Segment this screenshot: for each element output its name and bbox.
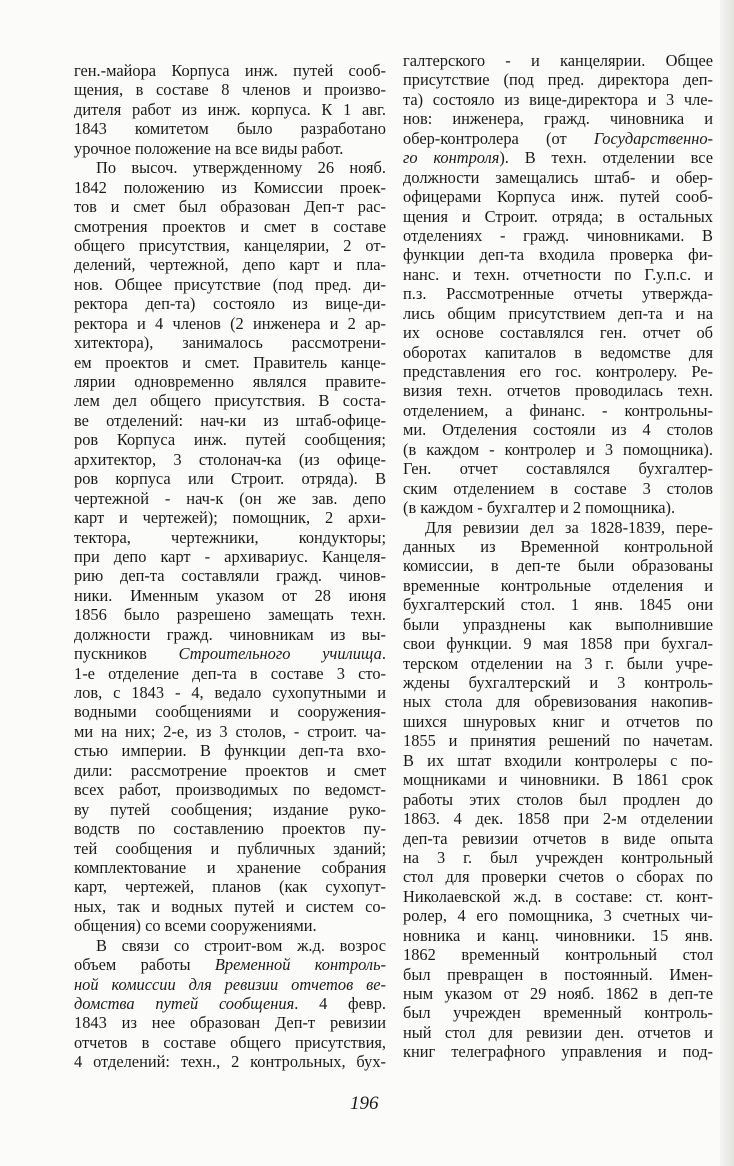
text-line: 1856 было разрешено замещать техн. <box>74 605 386 625</box>
left-text-column <box>74 61 386 1072</box>
text-line: (в каждом - контролер и 3 помощника). <box>403 439 713 459</box>
text-line: делений, чертежной, депо карт и пла- <box>74 255 386 275</box>
text-line: временные контрольные отделения и <box>403 575 713 595</box>
text-line: ем проектов и смет. Правитель канце- <box>74 352 386 372</box>
text-line: ники. Именным указом от 28 июня <box>74 585 386 605</box>
text-line: карт, чертежей, планов (как сухопут- <box>74 877 386 897</box>
text-line: ми на них; 2-е, из 3 столов, - строит. ча- <box>74 721 386 741</box>
text-line: был превращен в постоянный. Имен- <box>403 964 713 984</box>
text-line: лов, с 1843 - 4, ведало сухопутными и <box>74 683 386 702</box>
text-line: 1863. 4 дек. 1858 при 2-м отделении <box>403 809 713 829</box>
text-line: ных, так и водных путей и систем со- <box>74 896 386 916</box>
text-line: должности замещались штаб- и обер- <box>403 167 713 187</box>
text-line: работы этих столов был продлен до <box>403 789 713 809</box>
text-line: ве отделений: нач-ки из штаб-офице- <box>74 410 386 430</box>
text-line: 1843 комитетом было разработано <box>74 119 386 139</box>
text-line: В их штат входили контролеры с по- <box>403 750 713 770</box>
text-line: 1862 временный контрольный стол <box>403 945 713 965</box>
text-line: ров Корпуса инж. путей сообщения; <box>74 430 386 450</box>
text-line: щения, в составе 8 членов и произво- <box>74 80 386 100</box>
text-line: комплектование и хранение собрания <box>74 857 386 877</box>
text-line: ми. Отделения состояли из 4 столов <box>403 420 713 440</box>
text-line: галтерского - и канцелярии. Общее <box>403 51 713 70</box>
text-line: Для ревизии дел за 1828-1839, пере- <box>425 517 713 537</box>
italic-title: ной комиссии для ревизии отчетов ве- <box>74 974 386 994</box>
text-line: отделением, а финанс. - контрольны- <box>403 400 713 420</box>
text-line: водными сообщениями и сооружения- <box>74 702 386 722</box>
text-line: рию деп-та составляли гражд. чинов- <box>74 566 386 586</box>
page-edge-shadow <box>720 0 734 1166</box>
text-line: Николаевской ж.д. в составе: ст. конт- <box>403 886 713 906</box>
text-line: чертежной - нач-к (он же зав. депо <box>74 488 386 508</box>
text-line: новника и канц. чиновники. 15 янв. <box>403 925 713 945</box>
page-number: 196 <box>350 1093 379 1114</box>
text-line: шихся шнуровых книг и отчетов по <box>403 711 713 731</box>
text-line: при депо карт - архивариус. Канцеля- <box>74 546 386 566</box>
text-line: пускников Строительного училища. <box>74 644 386 664</box>
text-line: должности гражд. чиновникам из вы- <box>74 624 386 644</box>
italic-title: Строительного училища <box>178 644 382 664</box>
text-line <box>74 975 386 994</box>
text-line: ный стол для ревизии ден. отчетов и <box>403 1022 713 1042</box>
text-line: дителя работ из инж. корпуса. К 1 авг. <box>74 99 386 119</box>
text-line: 1842 положению из Комиссии проек- <box>74 177 386 197</box>
text-line: нов. Общее присутствие (под пред. ди- <box>74 274 386 294</box>
text-line: 1855 и принятия решений по начетам. <box>403 731 713 751</box>
text-line: 1-е отделение деп-та в составе 3 сто- <box>74 663 386 683</box>
text-line: лись общим присутствием деп-та и на <box>403 303 713 323</box>
text-line: объем работы Временной контроль- <box>74 955 386 975</box>
text-line: щения и Строит. отряда; в остальных <box>403 206 713 226</box>
text-line: смотрения проектов и смет в составе <box>74 216 386 236</box>
text-line: присутствие (под пред. директора деп- <box>403 70 713 90</box>
text-line: оборотах капиталов в ведомстве для <box>403 342 713 362</box>
text-line: ров корпуса или Строит. отряда). В <box>74 469 386 489</box>
text-line: стол для проверки счетов о сборах по <box>403 867 713 887</box>
text-line: ных стола для обревизования накопив- <box>403 692 713 712</box>
text-line: тектора, чертежники, кондукторы; <box>74 527 386 547</box>
text-line: свои функции. 9 мая 1858 при бухгал- <box>403 634 713 654</box>
text-line: карт и чертежей); помощник, 2 архи- <box>74 508 386 528</box>
right-text-column <box>403 51 713 1062</box>
text-line: мощниками и чиновники. В 1861 срок <box>403 770 713 790</box>
text-line: визия техн. отчетов проводилась техн. <box>403 381 713 401</box>
text-line: тов и смет был образован Деп-т рас- <box>74 197 386 217</box>
text-line: ген.-майора Корпуса инж. путей сооб- <box>74 61 386 80</box>
text-line: всех работ, производимых по ведомст- <box>74 780 386 800</box>
text-line: их основе составлялся ген. отчет об <box>403 323 713 343</box>
text-line: ректора и 4 членов (2 инженера и 2 ар- <box>74 313 386 333</box>
text-line: лярии одновременно являлся правите- <box>74 372 386 391</box>
text-line: В связи со строит-вом ж.д. возрос <box>96 935 386 955</box>
text-line: ным указом от 29 нояб. 1862 в деп-те <box>403 984 713 1003</box>
italic-title: домства путей сообщения <box>74 994 295 1013</box>
text-line: дили: рассмотрение проектов и смет <box>74 760 386 780</box>
text-line: общения) со всеми сооружениями. <box>74 916 317 936</box>
text-line: комиссии, в деп-те были образованы <box>403 556 713 576</box>
text-line: терском отделении на 3 г. были учре- <box>403 653 713 673</box>
text-line: архитектор, 3 столонач-ка (из офице- <box>74 449 386 469</box>
text-line: ролер, 4 его помощника, 3 счетных чи- <box>403 906 713 926</box>
text-line: 1843 из нее образован Деп-т ревизии <box>74 1013 386 1033</box>
text-line: общего присутствия, канцелярии, 2 от- <box>74 235 386 255</box>
text-line: водств по составлению проектов пу- <box>74 819 386 839</box>
text-line: были упразднены как выполнившие <box>403 614 713 634</box>
text-line: был учрежден временный контроль- <box>403 1003 713 1023</box>
text-line: тей сообщения и публичных зданий; <box>74 838 386 858</box>
text-line: представления его гос. контролеру. Ре- <box>403 362 713 381</box>
text-line: п.з. Рассмотренные отчеты утвержда- <box>403 284 713 304</box>
text-line: офицерами Корпуса инж. путей сооб- <box>403 187 713 207</box>
text-line: нов: инженера, гражд. чиновника и <box>403 109 713 129</box>
text-line: функции деп-та входила проверка фи- <box>403 245 713 265</box>
text-line: домства путей сообщения. 4 февр. <box>74 994 386 1013</box>
text-line: отделениях - гражд. чиновниками. В <box>403 225 713 245</box>
text-line: ским отделением в составе 3 столов <box>403 478 713 498</box>
text-line: По высоч. утвержденному 26 нояб. <box>96 158 386 178</box>
text-line: на 3 г. был учрежден контрольный <box>403 847 713 867</box>
text-line: 4 отделений: техн., 2 контрольных, бух- <box>74 1052 386 1072</box>
text-line: деп-та ревизии отчетов в виде опыта <box>403 828 713 848</box>
italic-title: Временной контроль- <box>214 955 386 975</box>
text-line: (в каждом - бухгалтер и 2 помощника). <box>403 498 676 518</box>
text-line: урочное положение на все виды работ. <box>74 138 344 158</box>
text-line: книг телеграфного управления и под- <box>403 1042 713 1062</box>
text-line: отчетов в составе общего присутствия, <box>74 1032 386 1052</box>
text-line: лем дел общего присутствия. В соста- <box>74 391 386 411</box>
text-line: ву путей сообщения; издание руко- <box>74 799 386 819</box>
text-line: стью империи. В функции деп-та вхо- <box>74 741 386 761</box>
text-line: обер-контролера (от Государственно- <box>403 128 713 148</box>
text-line: данных из Временной контрольной <box>403 536 713 556</box>
text-line: ректора деп-та) состояло из вице-ди- <box>74 294 386 314</box>
text-line: Ген. отчет составлялся бухгалтер- <box>403 459 713 479</box>
italic-title: го контроля <box>403 148 500 168</box>
text-line: нанс. и техн. отчетности по Г.у.п.с. и <box>403 264 713 284</box>
text-line: ждены бухгалтерский и 3 контроль- <box>403 673 713 692</box>
text-line: го контроля). В техн. отделении все <box>403 148 713 168</box>
text-line: хитектора), занималось рассмотрени- <box>74 333 386 353</box>
text-line: бухгалтерский стол. 1 янв. 1845 они <box>403 595 713 615</box>
text-line: та) состояло из вице-директора и 3 чле- <box>403 89 713 109</box>
italic-title: Государственно- <box>593 128 713 148</box>
